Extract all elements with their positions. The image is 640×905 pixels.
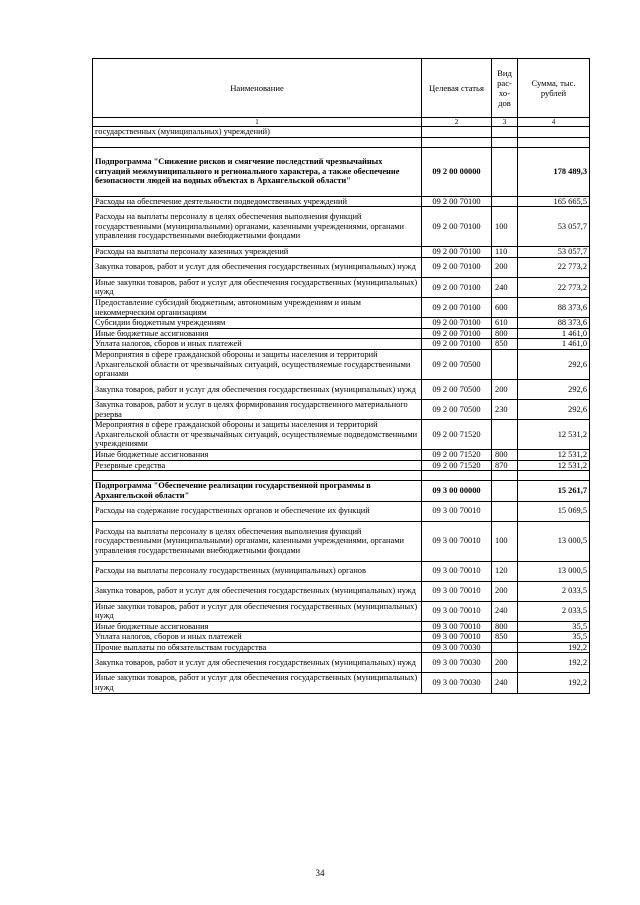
row-name: Закупка товаров, работ и услуг в целях формирования государственного материального резерва — [93, 399, 422, 419]
table-row — [93, 632, 590, 643]
spacer-row — [93, 471, 590, 481]
row-name: Иные бюджетные ассигнования — [93, 621, 422, 632]
row-type: 120 — [492, 561, 518, 581]
row-type — [492, 471, 518, 481]
row-name: Уплата налогов, сборов и иных платежей — [93, 339, 422, 350]
row-sum: 53 057,7 — [518, 247, 590, 258]
row-name: Расходы на выплаты персоналу в целях обеспечения выполнения функций государственными (муниципальными) органами, казенными учреждениями, органами управления государственными внебюджетными фондами — [93, 521, 422, 561]
table-row — [93, 521, 590, 561]
row-type: 600 — [492, 297, 518, 317]
row-name: государственных (муниципальных) учреждений) — [93, 127, 422, 138]
row-article: 09 3 00 70010 — [422, 501, 492, 521]
table-row — [93, 147, 590, 196]
row-type: 100 — [492, 521, 518, 561]
row-sum: 1 461,0 — [518, 328, 590, 339]
row-name: Подпрограмма "Снижение рисков и смягчение последствий чрезвычайных ситуаций межмуниципального и регионального характера, а также обеспечение безопасности людей на водных объектах в Архангельской области" — [93, 147, 422, 196]
table-row — [93, 673, 590, 693]
row-article: 09 2 00 70100 — [422, 207, 492, 247]
row-name: Закупка товаров, работ и услуг для обеспечения государственных (муниципальных) нужд — [93, 379, 422, 399]
table-row — [93, 257, 590, 277]
column-number: 4 — [518, 118, 590, 127]
table-row — [93, 379, 590, 399]
row-type: 240 — [492, 277, 518, 297]
table-row — [93, 127, 590, 138]
table-row — [93, 460, 590, 471]
row-type: 200 — [492, 379, 518, 399]
row-type — [492, 147, 518, 196]
row-article: 09 2 00 70100 — [422, 328, 492, 339]
row-name: Закупка товаров, работ и услуг для обеспечения государственных (муниципальных) нужд — [93, 653, 422, 673]
table-row — [93, 621, 590, 632]
row-type: 240 — [492, 673, 518, 693]
row-sum: 2 033,5 — [518, 601, 590, 621]
table-body — [93, 127, 590, 694]
row-name: Уплата налогов, сборов и иных платежей — [93, 632, 422, 643]
row-sum: 192,2 — [518, 673, 590, 693]
row-name: Расходы на содержание государственных органов и обеспечение их функций — [93, 501, 422, 521]
row-name — [93, 471, 422, 481]
row-article: 09 3 00 70010 — [422, 581, 492, 601]
row-name: Субсидии бюджетным учреждениям — [93, 318, 422, 329]
row-article: 09 2 00 00000 — [422, 147, 492, 196]
row-type: 230 — [492, 399, 518, 419]
row-article: 09 2 00 70100 — [422, 277, 492, 297]
row-name: Закупка товаров, работ и услуг для обеспечения государственных (муниципальных) нужд — [93, 581, 422, 601]
table-row — [93, 653, 590, 673]
row-sum: 292,6 — [518, 379, 590, 399]
page-number: 34 — [315, 868, 325, 878]
row-type: 110 — [492, 247, 518, 258]
row-sum: 12 531,2 — [518, 420, 590, 450]
row-sum — [518, 137, 590, 147]
row-sum: 12 531,2 — [518, 450, 590, 461]
row-sum: 88 373,6 — [518, 318, 590, 329]
column-number: 3 — [492, 118, 518, 127]
row-name: Иные бюджетные ассигнования — [93, 450, 422, 461]
row-article: 09 3 00 70010 — [422, 632, 492, 643]
row-sum: 2 033,5 — [518, 581, 590, 601]
row-article: 09 3 00 70030 — [422, 653, 492, 673]
row-type — [492, 501, 518, 521]
row-article: 09 2 00 70100 — [422, 257, 492, 277]
row-name: Прочие выплаты по обязательствам государства — [93, 642, 422, 653]
row-article: 09 2 00 71520 — [422, 460, 492, 471]
row-name: Резервные средства — [93, 460, 422, 471]
column-number-row — [93, 118, 590, 127]
spacer-row — [93, 137, 590, 147]
row-type: 800 — [492, 328, 518, 339]
table-row — [93, 277, 590, 297]
row-sum: 88 373,6 — [518, 297, 590, 317]
row-article: 09 2 00 70500 — [422, 399, 492, 419]
row-name: Расходы на выплаты персоналу казенных учреждений — [93, 247, 422, 258]
row-type — [492, 420, 518, 450]
row-type: 800 — [492, 450, 518, 461]
row-type — [492, 481, 518, 501]
row-article — [422, 137, 492, 147]
table-row — [93, 247, 590, 258]
row-sum: 1 461,0 — [518, 339, 590, 350]
row-name: Иные бюджетные ассигнования — [93, 328, 422, 339]
table-row — [93, 399, 590, 419]
row-type — [492, 196, 518, 207]
row-article: 09 2 00 70100 — [422, 247, 492, 258]
row-name: Закупка товаров, работ и услуг для обеспечения государственных (муниципальных) нужд — [93, 257, 422, 277]
table-row — [93, 328, 590, 339]
row-article: 09 2 00 70100 — [422, 297, 492, 317]
row-sum — [518, 471, 590, 481]
row-sum: 35,5 — [518, 621, 590, 632]
row-type: 200 — [492, 653, 518, 673]
table-row — [93, 561, 590, 581]
row-article: 09 3 00 70010 — [422, 521, 492, 561]
row-article: 09 2 00 71520 — [422, 420, 492, 450]
row-sum: 15 261,7 — [518, 481, 590, 501]
header-sum: Сумма, тыс. рублей — [518, 59, 590, 118]
row-article — [422, 471, 492, 481]
row-type: 100 — [492, 207, 518, 247]
row-name: Мероприятия в сфере гражданской обороны и защиты населения и территорий Архангельской области от чрезвычайных ситуаций, осуществляемые подведомственными учреждениями — [93, 420, 422, 450]
row-type: 870 — [492, 460, 518, 471]
table-row — [93, 642, 590, 653]
row-sum: 192,2 — [518, 642, 590, 653]
row-name: Предоставление субсидий бюджетным, автономным учреждениям и иным некоммерческим организациям — [93, 297, 422, 317]
row-name: Мероприятия в сфере гражданской обороны и защиты населения и территорий Архангельской области от чрезвычайных ситуаций, осуществляемые государственными органами — [93, 349, 422, 379]
row-sum: 22 773,2 — [518, 277, 590, 297]
row-name: Иные закупки товаров, работ и услуг для обеспечения государственных (муниципальных) нужд — [93, 601, 422, 621]
row-sum: 178 489,3 — [518, 147, 590, 196]
header-article: Целевая статья — [422, 59, 492, 118]
row-type — [492, 642, 518, 653]
table-row — [93, 196, 590, 207]
row-article: 09 2 00 70100 — [422, 339, 492, 350]
row-sum: 292,6 — [518, 399, 590, 419]
table-row — [93, 581, 590, 601]
row-article: 09 3 00 70010 — [422, 621, 492, 632]
column-number: 1 — [93, 118, 422, 127]
row-article — [422, 127, 492, 138]
row-article: 09 2 00 70500 — [422, 379, 492, 399]
row-article: 09 3 00 70010 — [422, 561, 492, 581]
table-row — [93, 601, 590, 621]
row-sum: 13 000,5 — [518, 561, 590, 581]
table-row — [93, 501, 590, 521]
row-article: 09 3 00 70030 — [422, 642, 492, 653]
row-article: 09 2 00 70500 — [422, 349, 492, 379]
row-name: Расходы на выплаты персоналу государственных (муниципальных) органов — [93, 561, 422, 581]
row-sum: 53 057,7 — [518, 207, 590, 247]
row-sum: 13 000,5 — [518, 521, 590, 561]
row-sum: 192,2 — [518, 653, 590, 673]
table-row — [93, 349, 590, 379]
header-name: Наименование — [93, 59, 422, 118]
row-type: 200 — [492, 257, 518, 277]
row-name: Расходы на обеспечение деятельности подведомственных учреждений — [93, 196, 422, 207]
row-type: 850 — [492, 632, 518, 643]
row-type — [492, 137, 518, 147]
table-row — [93, 450, 590, 461]
table-row — [93, 339, 590, 350]
row-type: 610 — [492, 318, 518, 329]
row-article: 09 3 00 70010 — [422, 601, 492, 621]
column-number: 2 — [422, 118, 492, 127]
row-type: 240 — [492, 601, 518, 621]
row-sum: 22 773,2 — [518, 257, 590, 277]
row-article: 09 2 00 70100 — [422, 196, 492, 207]
row-name — [93, 137, 422, 147]
row-name: Подпрограмма "Обеспечение реализации государственной программы в Архангельской области" — [93, 481, 422, 501]
row-name: Расходы на выплаты персоналу в целях обеспечения выполнения функций государственными (муниципальными) органами, казенными учреждениями, органами управления государственными внебюджетными фондами — [93, 207, 422, 247]
row-name: Иные закупки товаров, работ и услуг для обеспечения государственных (муниципальных) нужд — [93, 277, 422, 297]
row-type: 200 — [492, 581, 518, 601]
table-header-row — [93, 59, 590, 118]
row-type: 800 — [492, 621, 518, 632]
table-row — [93, 420, 590, 450]
row-type — [492, 349, 518, 379]
row-sum: 165 665,5 — [518, 196, 590, 207]
row-sum: 35,5 — [518, 632, 590, 643]
row-type: 850 — [492, 339, 518, 350]
table-row — [93, 481, 590, 501]
row-sum — [518, 127, 590, 138]
budget-table — [92, 58, 590, 694]
table-row — [93, 318, 590, 329]
budget-page — [92, 58, 589, 694]
row-type — [492, 127, 518, 138]
row-sum: 292,6 — [518, 349, 590, 379]
row-article: 09 3 00 00000 — [422, 481, 492, 501]
row-article: 09 2 00 70100 — [422, 318, 492, 329]
row-name: Иные закупки товаров, работ и услуг для обеспечения государственных (муниципальных) нужд — [93, 673, 422, 693]
header-type: Вид рас- хо- дов — [492, 59, 518, 118]
row-article: 09 2 00 71520 — [422, 450, 492, 461]
row-sum: 12 531,2 — [518, 460, 590, 471]
row-sum: 15 069,5 — [518, 501, 590, 521]
row-article: 09 3 00 70030 — [422, 673, 492, 693]
table-row — [93, 297, 590, 317]
table-row — [93, 207, 590, 247]
